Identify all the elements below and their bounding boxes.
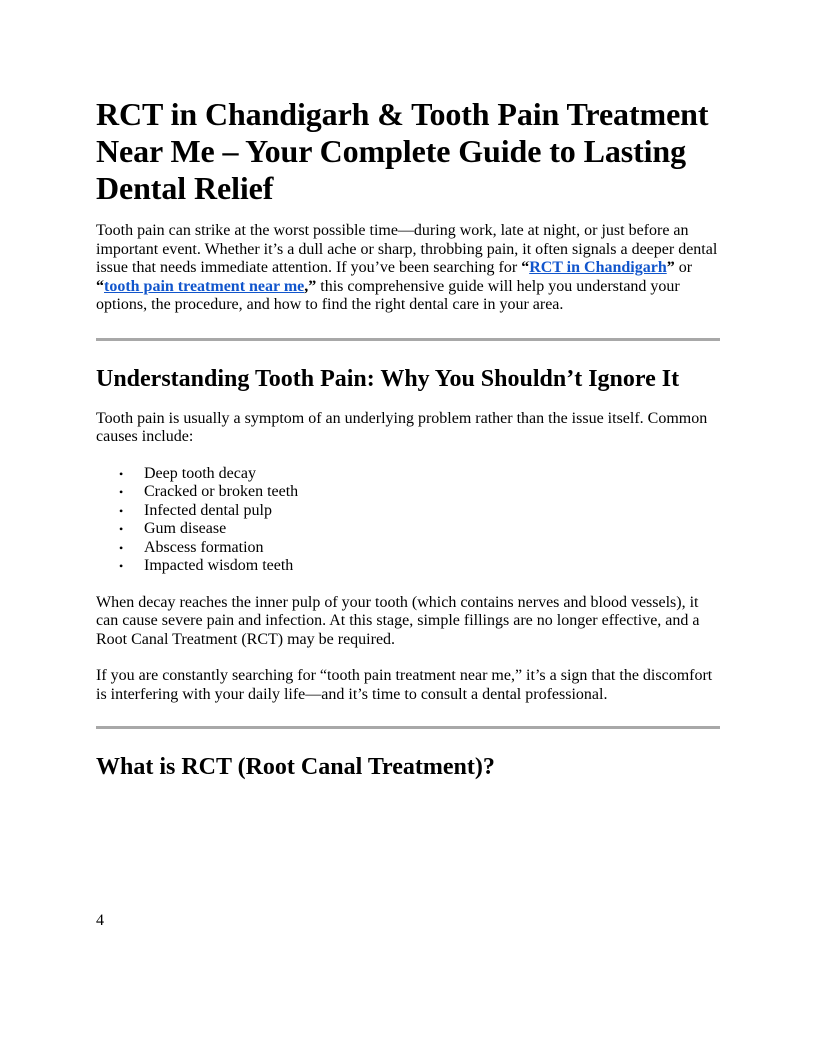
causes-list (96, 465, 720, 576)
quote-close-1: ” (666, 259, 675, 276)
bullet-icon: • (119, 503, 124, 518)
list-item (119, 464, 720, 484)
bullet-icon: • (119, 522, 124, 536)
quote-open-1: “ (521, 259, 530, 276)
intro-paragraph (96, 222, 720, 315)
causes-lead-paragraph: Tooth pain is usually a symptom of an underlying problem rather than the issue itself. Common causes include: (96, 409, 708, 445)
document-page (96, 96, 720, 781)
bullet-icon: • (119, 540, 124, 555)
pulp-paragraph: When decay reaches the inner pulp of your tooth (which contains nerves and blood vessels), it can cause severe pain and infection. At this stage, simple fillings are no longer effective, and a Root Canal Treatment (RCT) may be required. (96, 593, 700, 648)
intro-text-3: this comprehensive guide will help you understand your options, the procedure, and how to find the right dental care in your area. (96, 277, 680, 313)
bullet-icon: • (119, 559, 124, 573)
list-item-text: Gum disease (144, 520, 227, 537)
page-number: 4 (96, 912, 104, 929)
list-item-text: Abscess formation (144, 538, 264, 556)
list-item-text: Infected dental pulp (144, 501, 272, 519)
page-title: RCT in Chandigarh & Tooth Pain Treatment Near Me – Your Complete Guide to Lasting Dental Relief (96, 96, 709, 206)
rct-chandigarh-link[interactable]: RCT in Chandigarh (529, 259, 667, 276)
divider (96, 338, 720, 341)
list-item (119, 483, 720, 502)
intro-text-2: or (674, 259, 693, 276)
list-item (119, 557, 720, 576)
list-item-text: Deep tooth decay (144, 464, 256, 482)
divider (96, 726, 720, 729)
quote-close-2: ,” (304, 277, 317, 295)
section-heading-tooth-pain: Understanding Tooth Pain: Why You Shouldn’t Ignore It (96, 365, 680, 392)
intro-text-1: Tooth pain can strike at the worst possible time—during work, late at night, or just before an important event. Whether it’s a dull ache or sharp, throbbing pain, it often signals a deeper dental issue that needs immediate attention. If you’ve been searching for (96, 222, 718, 276)
section-heading-rct: What is RCT (Root Canal Treatment)? (96, 754, 495, 780)
list-item (119, 520, 720, 539)
bullet-icon: • (119, 466, 124, 481)
quote-open-2: “ (96, 277, 104, 295)
list-item-text: Impacted wisdom teeth (144, 557, 294, 574)
bullet-icon: • (119, 485, 124, 499)
list-item (119, 538, 720, 558)
consult-paragraph: If you are constantly searching for “tooth pain treatment near me,” it’s a sign that the discomfort is interfering with your daily life—and it’s time to consult a dental professional. (96, 667, 713, 703)
tooth-pain-link[interactable]: tooth pain treatment near me (104, 277, 305, 295)
list-item-text: Cracked or broken teeth (144, 483, 299, 500)
list-item (119, 501, 720, 521)
